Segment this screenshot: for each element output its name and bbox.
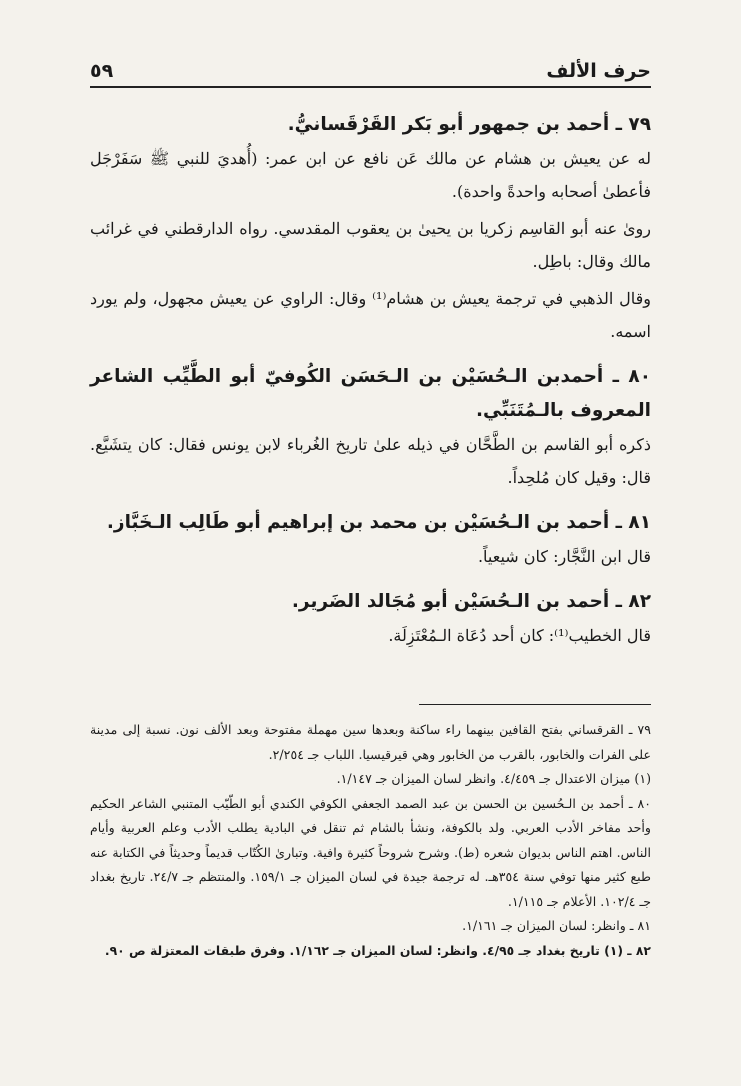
chapter-title: حرف الألف	[546, 60, 651, 82]
entry-heading: ٨٠ ـ أحمدبن الـحُسَيْن بن الـحَسَن الكُوفيّ أبو الطَّيِّب الشاعر المعروف بالـمُتَنَبِّي.	[90, 366, 651, 421]
entry-80	[90, 360, 651, 494]
entry-heading: ٨٢ ـ أحمد بن الـحُسَيْن أبو مُجَالد الضَرير.	[291, 591, 651, 612]
entry-paragraph: وقال الذهبي في ترجمة يعيش بن هشام⁽¹⁾ وقال: الراوي عن يعيش مجهول، ولم يورد اسمه.	[90, 289, 651, 341]
footnote: ٧٩ ـ القرقساني بفتح القافين بينهما راء ساكنة وبعدها سين مهملة مفتوحة وبعد الألف نون. نسبة إلى مدينة على الفرات والخابور، بالقرب من الخابور وهي قيرقيسيا. اللباب جـ ٢/٢٥٤.	[90, 722, 651, 762]
footnote-divider	[419, 704, 651, 705]
entry-heading: ٧٩ ـ أحمد بن جمهور أبو بَكر القَرْقَسانيُّ.	[287, 114, 651, 135]
entry-paragraph: قال الخطيب⁽¹⁾: كان أحد دُعَاة الـمُعْتَزِلَة.	[388, 626, 651, 645]
entry-81	[90, 506, 651, 573]
footnote: (١) ميزان الاعتدال جـ ٤/٤٥٩. وانظر لسان الميزان جـ ١/١٤٧.	[336, 771, 651, 786]
footnote: ٨٠ ـ أحمد بن الـحُسين بن الحسن بن عبد الصمد الجعفي الكوفي الكندي أبو الطّيّب المتنبي الشاعر الحكيم وأحد مفاخر الأدب العربي. ولد بالكوفة، ونشأ بالشام ثم تنقل في البادية يطلب الأدب وعلم العربية وأيام الناس. اهتم الناس بديوان شعره (ط). وشرح شروحاً كثيرة وافية. وتبارىٰ الكُتّاب قديماً وحديثاً في الكتابة عنه طبع كثير منها توفي سنة ٣٥٤هـ. له ترجمة جيدة في لسان الميزان جـ ١٥٩/١. والمنتظم جـ ٢٤/٧. تاريخ بغداد جـ ١٠٢/٤. الأعلام جـ ١/١١٥.	[90, 795, 651, 909]
entry-heading: ٨١ ـ أحمد بن الـحُسَيْن بن محمد بن إبراهيم أبو طَالِب الـخَبَّاز.	[106, 512, 651, 533]
entry-paragraph: روىٰ عنه أبو القاسِم زكريا بن يحيىٰ بن يعقوب المقدسي. رواه الدارقطني في غرائب مالك وقال: باطِل.	[90, 219, 651, 271]
entry-paragraph: له عن يعيش بن هشام عن مالك عَن نافع عن ابن عمر: (أُهديَ للنبي ﷺ سَفَرْجَل فأعطىٰ أصحابه واحدةً واحدة).	[90, 149, 651, 201]
main-text	[90, 108, 651, 664]
page-number: ٥٩	[90, 60, 114, 82]
footnote: ٨١ ـ وانظر: لسان الميزان جـ ١/١٦١.	[462, 918, 651, 933]
page-header	[90, 52, 651, 88]
entry-paragraph: ذكره أبو القاسم بن الطَّحَّان في ذيله علىٰ تاريخ الغُرباء لابن يونس فقال: كان يتشَيَّع. قال: وقيل كان مُلحِداً.	[90, 435, 651, 487]
entry-79	[90, 108, 651, 348]
entry-paragraph: قال ابن النَّجَّار: كان شيعياً.	[477, 547, 651, 566]
footnotes	[90, 718, 651, 963]
footnote: ٨٢ ـ (١) تاريخ بغداد جـ ٤/٩٥. وانظر: لسان الميزان جـ ١/١٦٢. وفرق طبقات المعتزلة ص ٩٠.	[104, 942, 651, 958]
entry-82	[90, 585, 651, 652]
